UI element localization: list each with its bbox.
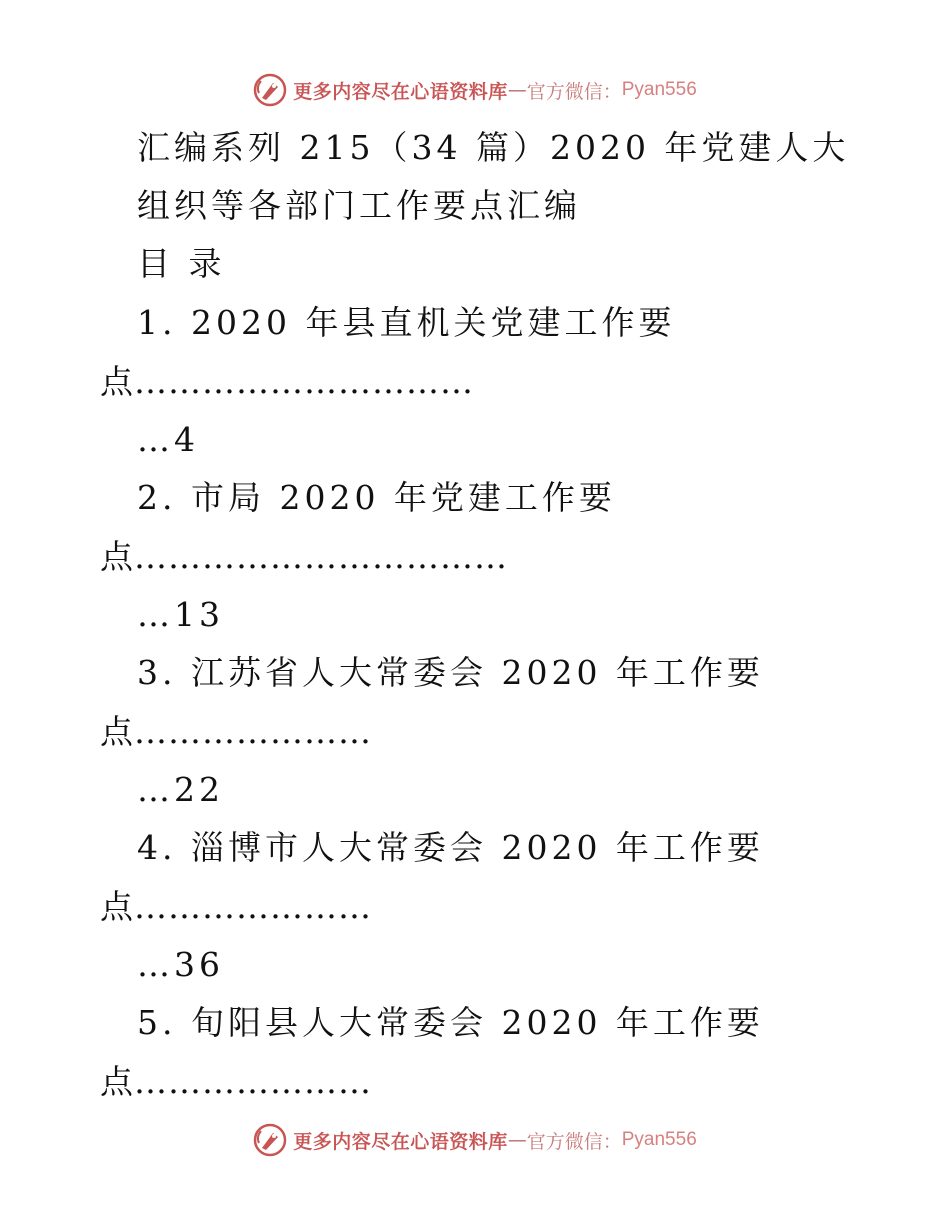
toc-entry-4-dots: 点………………… <box>100 887 372 926</box>
toc-entry-5-dots: 点………………… <box>100 1062 372 1101</box>
toc-entry-2-page: …13 <box>137 595 224 634</box>
toc-entry-2-title: 2. 市局 2020 年党建工作要 <box>137 478 616 517</box>
watermark-brand-text: 更多内容尽在心语资料库 <box>293 1130 508 1153</box>
watermark-separator: — <box>507 79 527 101</box>
toc-entry-3-dots: 点………………… <box>100 712 372 751</box>
toc-entry-4-page: …36 <box>137 945 224 984</box>
toc-entry-1-dots: 点………………………… <box>100 362 474 401</box>
pen-nib-logo-icon <box>253 73 287 107</box>
toc-entry-1-page: …4 <box>137 420 199 459</box>
document-title-line-2: 组织等各部门工作要点汇编 <box>137 186 581 225</box>
watermark-wechat-id: Pyan556 <box>621 1129 697 1150</box>
watermark-wechat-label: 官方微信： <box>526 1130 622 1153</box>
watermark-wechat-label: 官方微信： <box>526 80 622 103</box>
footer-watermark-banner <box>0 1120 950 1160</box>
document-title-line-1: 汇编系列 215（34 篇）2020 年党建人大 <box>137 128 850 167</box>
toc-entry-2-dots: 点…………………………… <box>100 537 508 576</box>
header-watermark-banner <box>0 70 950 110</box>
toc-entry-5-title: 5. 旬阳县人大常委会 2020 年工作要 <box>137 1003 764 1042</box>
watermark-wechat-id: Pyan556 <box>621 79 697 100</box>
toc-entry-4-title: 4. 淄博市人大常委会 2020 年工作要 <box>137 828 764 867</box>
toc-entry-1-title: 1. 2020 年县直机关党建工作要 <box>137 303 676 342</box>
toc-entry-3-title: 3. 江苏省人大常委会 2020 年工作要 <box>137 653 764 692</box>
pen-nib-logo-icon <box>253 1123 287 1157</box>
toc-heading: 目 录 <box>137 244 226 283</box>
watermark-separator: — <box>507 1129 527 1151</box>
watermark-brand-text: 更多内容尽在心语资料库 <box>293 80 508 103</box>
toc-entry-3-page: …22 <box>137 770 224 809</box>
